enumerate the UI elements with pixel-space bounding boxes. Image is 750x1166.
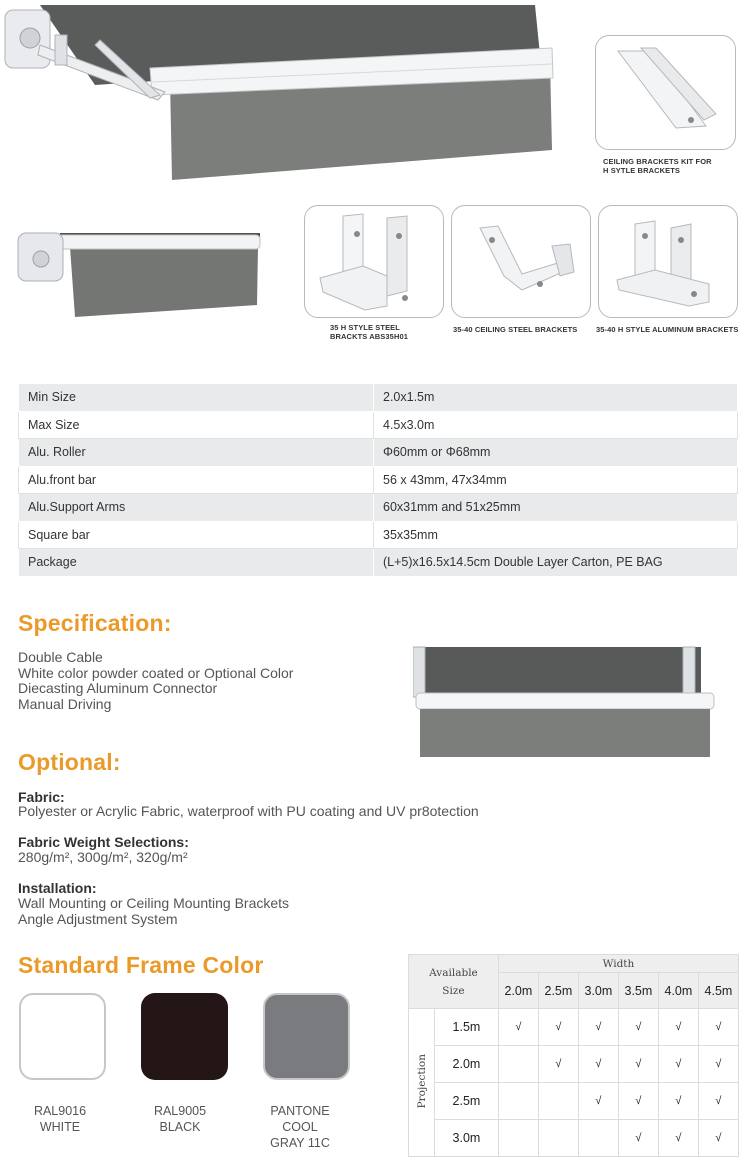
swatch-black-caption: RAL9005 BLACK (153, 1104, 207, 1134)
availability-cell: √ (658, 1083, 698, 1120)
swatch-cool-gray (263, 993, 350, 1080)
frame-color-heading: Standard Frame Color (18, 952, 264, 978)
availability-cell: √ (698, 1046, 738, 1083)
availability-cell: √ (658, 1046, 698, 1083)
availability-cell (538, 1120, 578, 1157)
fabric-weight-label: Fabric Weight Selections: (18, 834, 189, 850)
specification-list (18, 650, 293, 712)
spec-line: Diecasting Aluminum Connector (18, 680, 218, 696)
awning-main-image (0, 0, 560, 185)
installation-label: Installation: (18, 880, 97, 896)
size-row (409, 1083, 739, 1120)
projection-row-header: 3.0m (435, 1120, 499, 1157)
width-header: Width (498, 955, 738, 973)
availability-cell: √ (698, 1009, 738, 1046)
availability-cell: √ (698, 1120, 738, 1157)
projection-label: Projection (415, 1053, 428, 1109)
spec-row (19, 521, 738, 549)
projection-row-header: 2.0m (435, 1046, 499, 1083)
availability-cell: √ (618, 1046, 658, 1083)
h-style-aluminum-bracket-image (598, 205, 738, 318)
h-style-steel-bracket-image (304, 205, 444, 318)
spec-value: 4.5x3.0m (374, 411, 738, 439)
spec-value: 60x31mm and 51x25mm (374, 494, 738, 522)
h-style-steel-bracket-caption: 35 H STYLE STEEL BRACKTS ABS35H01 (330, 323, 409, 341)
fabric-label: Fabric: (18, 789, 65, 805)
availability-cell: √ (618, 1083, 658, 1120)
spec-label: Package (19, 549, 374, 577)
spec-line: White color powder coated or Optional Color (18, 664, 294, 681)
size-row (409, 1009, 739, 1046)
availability-cell: √ (578, 1009, 618, 1046)
fabric-text: Polyester or Acrylic Fabric, waterproof with PU coating and UV pr8otection (18, 803, 479, 819)
ceiling-steel-bracket-caption: 35-40 CEILING STEEL BRACKETS (453, 325, 578, 334)
availability-cell: √ (658, 1120, 698, 1157)
availability-cell: √ (538, 1046, 578, 1083)
spec-label: Square bar (19, 521, 374, 549)
availability-cell (498, 1120, 538, 1157)
specification-heading: Specification: (18, 610, 172, 636)
projection-label-cell (409, 1009, 435, 1157)
swatch-black (141, 993, 228, 1080)
availability-cell: √ (618, 1009, 658, 1046)
spec-value: 2.0x1.5m (374, 384, 738, 412)
spec-label: Alu.Support Arms (19, 494, 374, 522)
spec-row (19, 411, 738, 439)
spec-value: (L+5)x16.5x14.5cm Double Layer Carton, PE BAG (374, 549, 738, 577)
spec-table (18, 383, 738, 577)
optional-heading: Optional: (18, 749, 121, 775)
fabric-weight-text: 280g/m², 300g/m², 320g/m² (18, 849, 188, 865)
availability-cell (498, 1083, 538, 1120)
spec-value: Φ60mm or Φ68mm (374, 439, 738, 467)
availability-cell: √ (618, 1120, 658, 1157)
availability-cell: √ (498, 1009, 538, 1046)
available-size-corner: Available Size (409, 955, 499, 1009)
spec-label: Max Size (19, 411, 374, 439)
installation-text: Wall Mounting or Ceiling Mounting Brackets Angle Adjustment System (18, 895, 290, 927)
availability-cell: √ (538, 1009, 578, 1046)
availability-cell (538, 1083, 578, 1120)
spec-row (19, 549, 738, 577)
availability-cell: √ (578, 1046, 618, 1083)
width-column-header: 3.0m (578, 973, 618, 1009)
swatch-cool-gray-caption: PANTONE COOL GRAY 11C (270, 1104, 330, 1150)
swatch-white-caption: RAL9016 WHITE (33, 1104, 87, 1134)
projection-row-header: 1.5m (435, 1009, 499, 1046)
spec-value: 35x35mm (374, 521, 738, 549)
awning-front-image (413, 645, 718, 760)
size-row (409, 1046, 739, 1083)
width-column-header: 4.5m (698, 973, 738, 1009)
size-availability-table (408, 954, 739, 1157)
spec-label: Min Size (19, 384, 374, 412)
awning-small-image (15, 225, 265, 320)
availability-cell: √ (578, 1083, 618, 1120)
availability-cell (498, 1046, 538, 1083)
availability-cell (578, 1120, 618, 1157)
spec-row (19, 466, 738, 494)
spec-value: 56 x 43mm, 47x34mm (374, 466, 738, 494)
swatch-white (19, 993, 106, 1080)
h-style-aluminum-bracket-caption: 35-40 H STYLE ALUMINUM BRACKETS (596, 325, 739, 334)
spec-row (19, 439, 738, 467)
spec-line: Manual Driving (18, 695, 112, 712)
width-column-header: 4.0m (658, 973, 698, 1009)
availability-cell: √ (658, 1009, 698, 1046)
width-column-header: 2.0m (498, 973, 538, 1009)
projection-row-header: 2.5m (435, 1083, 499, 1120)
awning-main-drawing (0, 0, 560, 185)
spec-row (19, 384, 738, 412)
size-row (409, 1120, 739, 1157)
spec-label: Alu.front bar (19, 466, 374, 494)
ceiling-steel-bracket-image (451, 205, 591, 318)
availability-cell: √ (698, 1083, 738, 1120)
ceiling-bracket-kit-image (595, 35, 736, 150)
width-column-header: 2.5m (538, 973, 578, 1009)
ceiling-bracket-kit-caption: CEILING BRACKETS KIT FOR H SYTLE BRACKETS (603, 157, 712, 175)
spec-label: Alu. Roller (19, 439, 374, 467)
width-column-header: 3.5m (618, 973, 658, 1009)
spec-row (19, 494, 738, 522)
spec-line: Double Cable (18, 649, 103, 665)
